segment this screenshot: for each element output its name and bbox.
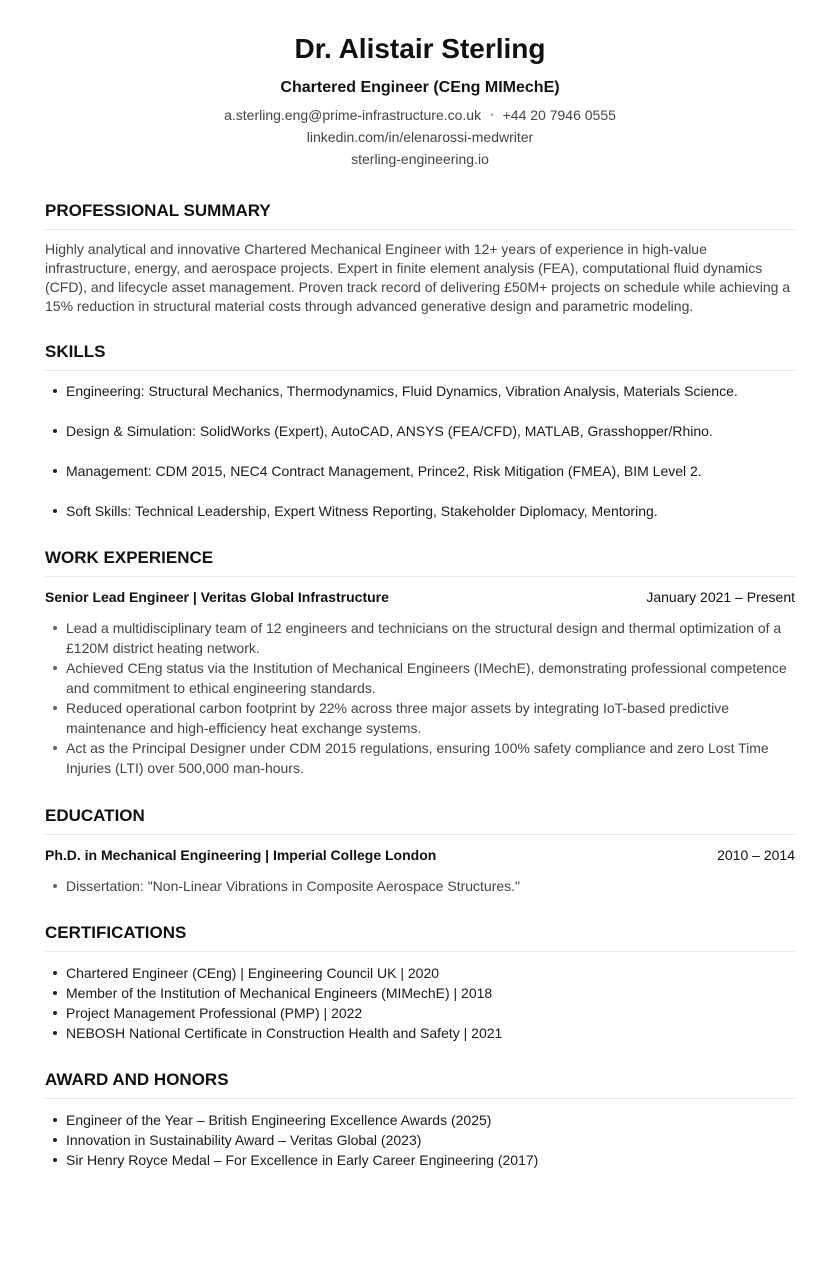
section-heading-awards: AWARD AND HONORS: [45, 1069, 795, 1099]
certifications-list: [45, 963, 795, 1043]
contact-line-primary: [45, 106, 795, 125]
certification-item: NEBOSH National Certificate in Construction Health and Safety | 2021: [45, 1023, 795, 1043]
skills-section: [45, 341, 795, 541]
awards-list: [45, 1110, 795, 1170]
candidate-name: Dr. Alistair Sterling: [294, 33, 546, 64]
summary-section: [45, 200, 795, 316]
skill-item: Soft Skills: Technical Leadership, Expert Witness Reporting, Stakeholder Diplomacy, Mentoring.: [45, 501, 795, 521]
section-heading-experience: WORK EXPERIENCE: [45, 547, 795, 577]
education-bullets: [45, 876, 795, 896]
skill-item: Design & Simulation: SolidWorks (Expert), AutoCAD, ANSYS (FEA/CFD), MATLAB, Grasshopper/Rhino.: [45, 421, 795, 441]
certifications-section: [45, 922, 795, 1043]
linkedin-link[interactable]: linkedin.com/in/elenarossi-medwriter: [306, 129, 534, 145]
job-bullet: Lead a multidisciplinary team of 12 engineers and technicians on the structural design and thermal optimization of a £120M district heating network.: [45, 618, 795, 658]
section-heading-education: EDUCATION: [45, 805, 795, 835]
skill-item: Management: CDM 2015, NEC4 Contract Management, Prince2, Risk Mitigation (FMEA), BIM Level 2.: [45, 461, 795, 481]
experience-section: [45, 547, 795, 778]
job-title: Senior Lead Engineer | Veritas Global Infrastructure: [45, 589, 389, 605]
section-heading-summary: PROFESSIONAL SUMMARY: [45, 200, 795, 230]
education-dates: 2010 – 2014: [717, 847, 795, 863]
education-header: [45, 845, 795, 865]
job-dates: January 2021 – Present: [646, 589, 795, 605]
summary-text: Highly analytical and innovative Chartered Mechanical Engineer with 12+ years of experience in high-value infrastructure, energy, and aerospace projects. Expert in finite element analysis (FEA), computational fluid dynamics (CFD), and lifecycle asset management. Proven track record of delivering £50M+ projects on schedule while achieving a 15% reduction in structural material costs through advanced generative design and parametric modeling.: [45, 241, 791, 314]
skill-item: Engineering: Structural Mechanics, Thermodynamics, Fluid Dynamics, Vibration Analysis, Materials Science.: [45, 381, 795, 401]
website-link[interactable]: sterling-engineering.io: [351, 151, 489, 167]
award-item: Sir Henry Royce Medal – For Excellence in Early Career Engineering (2017): [45, 1150, 795, 1170]
certification-item: Project Management Professional (PMP) | 2022: [45, 1003, 795, 1023]
job-bullet: Reduced operational carbon footprint by 22% across three major assets by integrating IoT-based predictive maintenance and high-efficiency heat exchange systems.: [45, 698, 795, 738]
education-section: [45, 805, 795, 896]
separator-dot: •: [490, 110, 494, 121]
email-link[interactable]: a.sterling.eng@prime-infrastructure.co.uk: [224, 107, 482, 123]
skills-list: [45, 381, 795, 521]
job-header: [45, 587, 795, 607]
degree-title: Ph.D. in Mechanical Engineering | Imperial College London: [45, 847, 437, 863]
award-item: Engineer of the Year – British Engineering Excellence Awards (2025): [45, 1110, 795, 1130]
job-bullet: Achieved CEng status via the Institution of Mechanical Engineers (IMechE), demonstrating professional competence and commitment to ethical engineering standards.: [45, 658, 795, 698]
job-bullet: Act as the Principal Designer under CDM 2015 regulations, ensuring 100% safety compliance and zero Lost Time Injuries (LTI) over 500,000 man-hours.: [45, 738, 795, 778]
job-bullets: [45, 618, 795, 778]
certification-item: Chartered Engineer (CEng) | Engineering Council UK | 2020: [45, 963, 795, 983]
phone-number[interactable]: +44 20 7946 0555: [502, 107, 616, 123]
candidate-title: Chartered Engineer (CEng MIMechE): [280, 79, 560, 96]
section-heading-certifications: CERTIFICATIONS: [45, 922, 795, 952]
section-heading-skills: SKILLS: [45, 341, 795, 371]
certification-item: Member of the Institution of Mechanical Engineers (MIMechE) | 2018: [45, 983, 795, 1003]
resume-header: [45, 0, 795, 168]
education-bullet: Dissertation: "Non-Linear Vibrations in Composite Aerospace Structures.": [45, 876, 795, 896]
award-item: Innovation in Sustainability Award – Veritas Global (2023): [45, 1130, 795, 1150]
awards-section: [45, 1069, 795, 1170]
